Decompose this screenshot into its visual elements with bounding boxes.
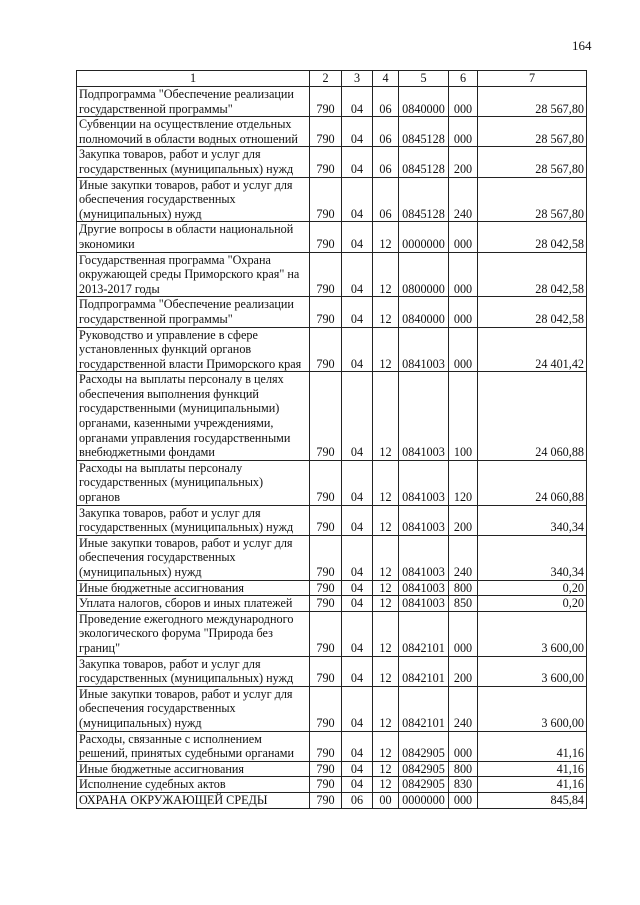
table-row	[77, 147, 587, 177]
row-sum: 28 042,58	[478, 222, 587, 252]
row-col3: 04	[342, 87, 373, 117]
row-sum: 28 567,80	[478, 87, 587, 117]
table-row	[77, 580, 587, 596]
row-col4: 06	[373, 117, 399, 147]
row-col2: 790	[310, 686, 342, 731]
row-col5: 0845128	[399, 177, 449, 222]
row-col3: 04	[342, 460, 373, 505]
row-col4: 12	[373, 222, 399, 252]
table-row	[77, 535, 587, 580]
row-col3: 04	[342, 222, 373, 252]
row-sum: 845,84	[478, 792, 587, 808]
row-col6: 200	[449, 147, 478, 177]
row-col4: 06	[373, 147, 399, 177]
row-col3: 04	[342, 686, 373, 731]
row-name: Государственная программа "Охрана окружающей среды Приморского края" на 2013-2017 годы	[77, 252, 310, 297]
row-col2: 790	[310, 177, 342, 222]
row-sum: 0,20	[478, 580, 587, 596]
table-row	[77, 327, 587, 372]
row-col6: 200	[449, 656, 478, 686]
row-col4: 12	[373, 611, 399, 656]
table-row	[77, 177, 587, 222]
row-sum: 41,16	[478, 731, 587, 761]
row-name: Подпрограмма "Обеспечение реализации государственной программы"	[77, 87, 310, 117]
row-col3: 04	[342, 327, 373, 372]
row-name: Другие вопросы в области национальной экономики	[77, 222, 310, 252]
row-sum: 28 042,58	[478, 252, 587, 297]
row-col5: 0841003	[399, 372, 449, 461]
row-col5: 0841003	[399, 327, 449, 372]
row-name: Исполнение судебных актов	[77, 777, 310, 793]
table-row	[77, 731, 587, 761]
header-cell-7: 7	[478, 71, 587, 87]
row-sum: 28 567,80	[478, 147, 587, 177]
row-sum: 340,34	[478, 535, 587, 580]
row-col3: 04	[342, 761, 373, 777]
row-col4: 12	[373, 252, 399, 297]
row-col2: 790	[310, 611, 342, 656]
row-col2: 790	[310, 535, 342, 580]
header-cell-4: 4	[373, 71, 399, 87]
row-col6: 200	[449, 505, 478, 535]
table-row	[77, 252, 587, 297]
row-name: Иные бюджетные ассигнования	[77, 580, 310, 596]
row-col4: 12	[373, 686, 399, 731]
row-col6: 000	[449, 327, 478, 372]
table-row	[77, 777, 587, 793]
row-col4: 12	[373, 460, 399, 505]
row-sum: 340,34	[478, 505, 587, 535]
budget-table	[76, 70, 587, 809]
row-name: Закупка товаров, работ и услуг для государственных (муниципальных) нужд	[77, 505, 310, 535]
row-col2: 790	[310, 252, 342, 297]
row-col3: 04	[342, 611, 373, 656]
row-col4: 12	[373, 580, 399, 596]
row-col5: 0841003	[399, 535, 449, 580]
table-row	[77, 596, 587, 612]
row-sum: 3 600,00	[478, 686, 587, 731]
row-col3: 04	[342, 147, 373, 177]
row-col6: 000	[449, 87, 478, 117]
row-col5: 0841003	[399, 580, 449, 596]
row-col3: 04	[342, 117, 373, 147]
header-cell-1: 1	[77, 71, 310, 87]
row-col2: 790	[310, 580, 342, 596]
row-col6: 120	[449, 460, 478, 505]
table-row	[77, 117, 587, 147]
row-col5: 0842905	[399, 761, 449, 777]
row-name: Иные закупки товаров, работ и услуг для обеспечения государственных (муниципальных) нужд	[77, 535, 310, 580]
row-col5: 0000000	[399, 792, 449, 808]
row-col5: 0842905	[399, 731, 449, 761]
table-row	[77, 87, 587, 117]
row-col3: 04	[342, 252, 373, 297]
row-name: Расходы на выплаты персоналу государственных (муниципальных) органов	[77, 460, 310, 505]
row-col4: 12	[373, 777, 399, 793]
row-col2: 790	[310, 147, 342, 177]
row-col4: 06	[373, 177, 399, 222]
row-col6: 800	[449, 761, 478, 777]
table-row	[77, 460, 587, 505]
row-col5: 0800000	[399, 252, 449, 297]
row-col5: 0841003	[399, 505, 449, 535]
row-col4: 12	[373, 761, 399, 777]
row-col4: 12	[373, 656, 399, 686]
row-name: Субвенции на осуществление отдельных полномочий в области водных отношений	[77, 117, 310, 147]
row-col2: 790	[310, 87, 342, 117]
row-col2: 790	[310, 792, 342, 808]
row-sum: 24 401,42	[478, 327, 587, 372]
row-col5: 0842905	[399, 777, 449, 793]
row-col3: 04	[342, 580, 373, 596]
row-col6: 240	[449, 535, 478, 580]
row-col4: 06	[373, 87, 399, 117]
row-name: Расходы, связанные с исполнением решений, принятых судебными органами	[77, 731, 310, 761]
row-col5: 0840000	[399, 87, 449, 117]
row-col4: 12	[373, 731, 399, 761]
row-col5: 0841003	[399, 596, 449, 612]
row-col5: 0842101	[399, 611, 449, 656]
row-col6: 100	[449, 372, 478, 461]
table-row	[77, 372, 587, 461]
table-row	[77, 792, 587, 808]
row-sum: 41,16	[478, 777, 587, 793]
row-name: Подпрограмма "Обеспечение реализации государственной программы"	[77, 297, 310, 327]
header-cell-3: 3	[342, 71, 373, 87]
row-sum: 3 600,00	[478, 656, 587, 686]
row-col6: 000	[449, 611, 478, 656]
table-row	[77, 505, 587, 535]
row-col3: 04	[342, 505, 373, 535]
row-col4: 12	[373, 327, 399, 372]
row-col6: 240	[449, 686, 478, 731]
row-col2: 790	[310, 297, 342, 327]
row-name: Закупка товаров, работ и услуг для государственных (муниципальных) нужд	[77, 147, 310, 177]
table-row	[77, 761, 587, 777]
row-col2: 790	[310, 731, 342, 761]
row-name: Иные закупки товаров, работ и услуг для обеспечения государственных (муниципальных) нужд	[77, 177, 310, 222]
row-col5: 0842101	[399, 656, 449, 686]
row-col4: 12	[373, 535, 399, 580]
header-cell-5: 5	[399, 71, 449, 87]
row-col2: 790	[310, 505, 342, 535]
header-cell-6: 6	[449, 71, 478, 87]
table-row	[77, 686, 587, 731]
row-name: Руководство и управление в сфере установленных функций органов государственной власти Приморского края	[77, 327, 310, 372]
row-col3: 04	[342, 596, 373, 612]
row-name: Уплата налогов, сборов и иных платежей	[77, 596, 310, 612]
row-col5: 0840000	[399, 297, 449, 327]
row-sum: 28 567,80	[478, 117, 587, 147]
table-row	[77, 222, 587, 252]
row-col6: 000	[449, 297, 478, 327]
row-col2: 790	[310, 117, 342, 147]
header-row	[77, 71, 587, 87]
row-sum: 3 600,00	[478, 611, 587, 656]
row-col3: 04	[342, 656, 373, 686]
row-col2: 790	[310, 222, 342, 252]
row-col2: 790	[310, 777, 342, 793]
row-col3: 04	[342, 777, 373, 793]
row-col6: 000	[449, 117, 478, 147]
row-sum: 24 060,88	[478, 460, 587, 505]
row-col4: 12	[373, 505, 399, 535]
row-col6: 000	[449, 792, 478, 808]
row-col3: 04	[342, 535, 373, 580]
row-col3: 04	[342, 177, 373, 222]
row-col6: 830	[449, 777, 478, 793]
row-col3: 04	[342, 297, 373, 327]
table-body	[77, 87, 587, 809]
row-col6: 800	[449, 580, 478, 596]
table-row	[77, 656, 587, 686]
row-sum: 28 042,58	[478, 297, 587, 327]
row-sum: 41,16	[478, 761, 587, 777]
row-col2: 790	[310, 327, 342, 372]
row-col6: 000	[449, 731, 478, 761]
table-row	[77, 611, 587, 656]
row-name: Иные бюджетные ассигнования	[77, 761, 310, 777]
row-col4: 00	[373, 792, 399, 808]
row-col5: 0842101	[399, 686, 449, 731]
row-col5: 0841003	[399, 460, 449, 505]
page-number: 164	[572, 38, 592, 53]
row-col6: 240	[449, 177, 478, 222]
row-sum: 28 567,80	[478, 177, 587, 222]
row-col2: 790	[310, 656, 342, 686]
row-name: Закупка товаров, работ и услуг для государственных (муниципальных) нужд	[77, 656, 310, 686]
row-col4: 12	[373, 372, 399, 461]
row-col4: 12	[373, 596, 399, 612]
row-col2: 790	[310, 372, 342, 461]
row-sum: 24 060,88	[478, 372, 587, 461]
row-name: Расходы на выплаты персоналу в целях обеспечения выполнения функций государственными (муниципальными) органами, казенными учреждениями, органами управления государственными внебюджетными фондами	[77, 372, 310, 461]
table-row	[77, 297, 587, 327]
row-col3: 04	[342, 372, 373, 461]
row-col2: 790	[310, 596, 342, 612]
row-col5: 0000000	[399, 222, 449, 252]
row-col6: 000	[449, 222, 478, 252]
row-col3: 04	[342, 731, 373, 761]
row-col3: 06	[342, 792, 373, 808]
row-col6: 850	[449, 596, 478, 612]
header-cell-2: 2	[310, 71, 342, 87]
row-col5: 0845128	[399, 117, 449, 147]
row-col2: 790	[310, 460, 342, 505]
row-name: Иные закупки товаров, работ и услуг для обеспечения государственных (муниципальных) нужд	[77, 686, 310, 731]
row-col4: 12	[373, 297, 399, 327]
row-col5: 0845128	[399, 147, 449, 177]
row-name: Проведение ежегодного международного экологического форума "Природа без границ"	[77, 611, 310, 656]
row-name: ОХРАНА ОКРУЖАЮЩЕЙ СРЕДЫ	[77, 792, 310, 808]
row-sum: 0,20	[478, 596, 587, 612]
row-col2: 790	[310, 761, 342, 777]
row-col6: 000	[449, 252, 478, 297]
